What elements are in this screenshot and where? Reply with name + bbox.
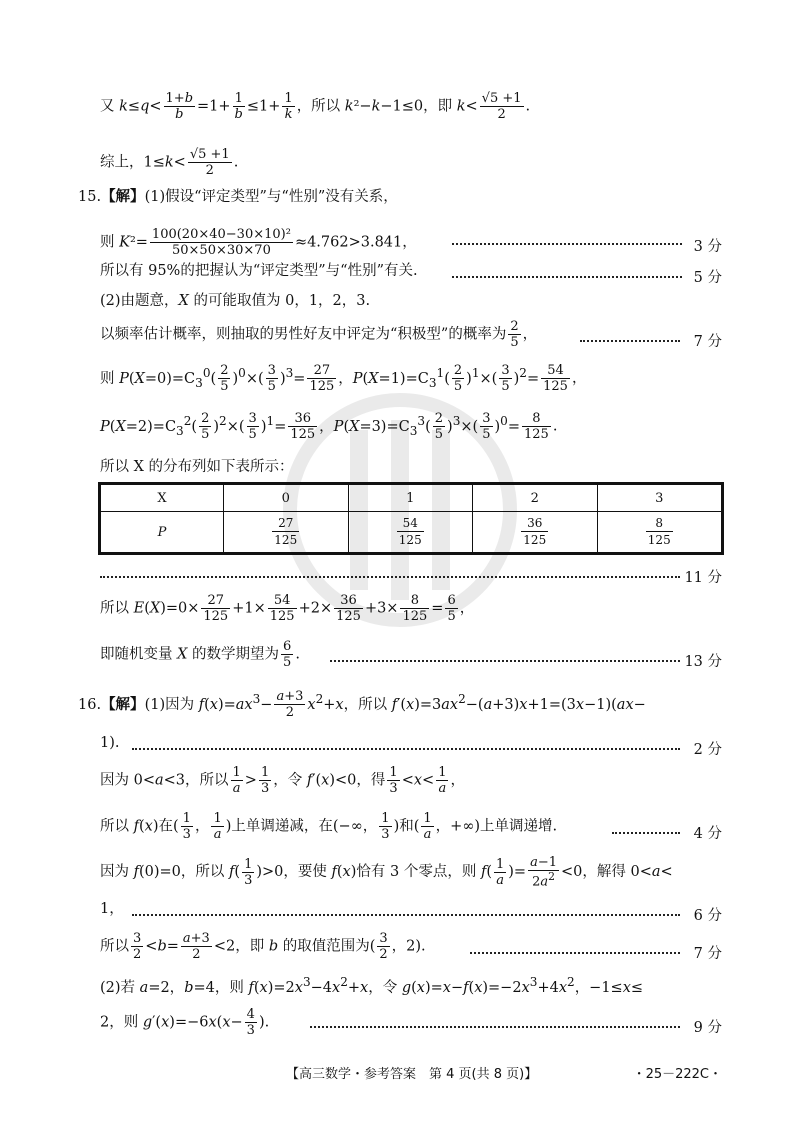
table-cell [101, 512, 224, 553]
text: 所以 X 的分布列如下表所示： [100, 459, 294, 475]
table-cell: 3 [597, 485, 722, 512]
q16-heading: 16.【解】(1)因为 $f(x)=ax^3-$ $\frac{a+3}{2}$ $x^2+x$，所以 $f'(x)=3ax^2-(a+3)x+1=(3x-1)(ax-$ [78, 689, 646, 720]
table-cell: 2 [473, 485, 598, 512]
numerator: 8 [646, 516, 673, 532]
q16-monotonic: 所以 f(x)在( $\frac{1}{3}$ ， $\frac{1}{a}$ )上单调递减，在(−∞， $\frac{1}{3}$ )和( $\frac{1}{a}$ ，+∞)上单调递增. [100, 811, 558, 842]
dot-leader [580, 340, 680, 342]
table-cell: X [101, 485, 224, 512]
q15-table-intro [100, 460, 294, 475]
score-label: 4 分 [693, 826, 722, 842]
q15-conclusion: 所以有 95%的把握认为“评定类型”与“性别”有关. [100, 263, 418, 279]
q16-zeros-cont [100, 902, 124, 917]
denominator: 125 [274, 533, 298, 547]
denominator: 125 [398, 533, 422, 547]
numerator: 27 [272, 516, 299, 532]
q15-p0-p1: 则 $P(X=0)=C_3^0$( $\frac{2}{5}$ )$^0$×( $\frac{3}{5}$ )$^3$= $\frac{27}{125}$ ，$P(X=1)=C_3^1$( $\frac{2}{5}$ )$^1$×( $\frac{3}{5}$ )$^2$= $\frac{54}{125}$ ， [100, 363, 587, 394]
q16-zeros: 因为 f(0)=0，所以 f( $\frac{1}{3}$ )>0，要使 f(x)恰有 3 个零点，则 f( $\frac{1}{a}$ )= $\frac{a-1}{2a^2}$ <0，解得 0<a< [100, 855, 673, 890]
q15-p2-p3: $P(X=2)=C_3^2$( $\frac{2}{5}$ )$^2$×( $\frac{3}{5}$ )$^1$= $\frac{36}{125}$ ，$P(X=3)=C_3^3$( $\frac{2}{5}$ )$^3$×( $\frac{3}{5}$ )$^0$= $\frac{8}{125}$ . [100, 411, 558, 442]
score-label: 2 分 [693, 742, 722, 758]
text: 1). [100, 735, 120, 751]
numerator: 54 [397, 516, 424, 532]
q16-heading-cont [100, 736, 120, 751]
table-cell [597, 512, 722, 553]
q16-part2-cont: 2，则 g′(x)=−6x(x− $\frac{4}{3}$ ). [100, 1007, 270, 1038]
page-footer-title: 【高三数学・参考答案 第 4 页(共 8 页)】 [286, 1067, 538, 1082]
row-label: P [157, 524, 167, 540]
dot-leader [612, 832, 680, 834]
denominator: 125 [523, 533, 547, 547]
q15-frequency: 以频率估计概率，则抽取的男性好友中评定为“积极型”的概率为 $\frac{2}{5}$ ， [100, 319, 538, 350]
q15-heading: 15.【解】(1)假设“评定类型”与“性别”没有关系， [78, 188, 398, 205]
table-row [101, 512, 722, 553]
text: 又 k≤q< [100, 98, 162, 115]
table-cell [473, 512, 598, 553]
dot-leader [132, 914, 680, 916]
score-label: 5 分 [693, 270, 722, 286]
q15-expectation: 所以 E(X)=0× $\frac{27}{125}$ +1× $\frac{54}{125}$ +2× $\frac{36}{125}$ +3× $\frac{8}{125}$ = $\frac{6}{5}$ ， [100, 593, 475, 624]
q15-k2-formula: 则 K²= $\frac{\text{100(20×40−30×10)²}}{50\times 50\times 30\times 70}$ ≈4.762>3.841， [100, 227, 417, 258]
table-row [101, 485, 722, 512]
dot-leader [132, 748, 680, 750]
table-cell [224, 512, 349, 553]
score-label: 11 分 [684, 570, 722, 586]
score-label: 9 分 [693, 1020, 722, 1036]
line-k-range: 综上，1≤k< $\frac{√5 +1}{2}$ . [100, 147, 239, 178]
score-label: 13 分 [684, 654, 722, 670]
dot-leader [310, 1026, 680, 1028]
page-footer-code: ・25－222C・ [632, 1067, 722, 1082]
q15-part2: (2)由题意，X 的可能取值为 0，1，2，3. [100, 293, 371, 309]
q15-expectation-conclusion: 即随机变量 X 的数学期望为 $\frac{6}{5}$ . [100, 639, 300, 670]
dot-leader [330, 660, 680, 662]
distribution-table [100, 484, 722, 553]
line-k-upper-bound: 又 k≤q< $\frac{1+b}{b}$ =1+ $\frac{1}{b}$ ≤1+ $\frac{1}{k}$ ，所以 k²−k−1≤0，即 k< $\frac{√5 +1}{2}$ . [100, 91, 531, 122]
table-cell: 1 [348, 485, 473, 512]
q16-a-range: 因为 0<a<3，所以 $\frac{1}{a}$ > $\frac{1}{3}$ ，令 f′(x)<0，得 $\frac{1}{3}$ <x< $\frac{1}{a}$ ， [100, 765, 465, 796]
score-label: 3 分 [693, 239, 722, 255]
q16-part2: (2)若 a=2，b=4，则 $f(x)=2x^3-4x^2+x$，令 $g(x)=x-f(x)=-2x^3+4x^2$，−1≤x≤ [100, 975, 644, 996]
dot-leader [452, 243, 682, 245]
dot-leader [100, 576, 680, 578]
numerator: 36 [521, 516, 548, 532]
score-label: 7 分 [693, 946, 722, 962]
table-cell [348, 512, 473, 553]
score-label: 7 分 [693, 334, 722, 350]
dot-leader [452, 276, 682, 278]
table-cell: 0 [224, 485, 349, 512]
text: 1， [100, 901, 124, 917]
q16-b-range: 所以 $\frac{3}{2}$ <b= $\frac{a+3}{2}$ <2，即 b 的取值范围为( $\frac{3}{2}$ ，2). [100, 931, 426, 962]
score-label: 6 分 [693, 908, 722, 924]
denominator: 125 [647, 533, 671, 547]
dot-leader [470, 952, 680, 954]
